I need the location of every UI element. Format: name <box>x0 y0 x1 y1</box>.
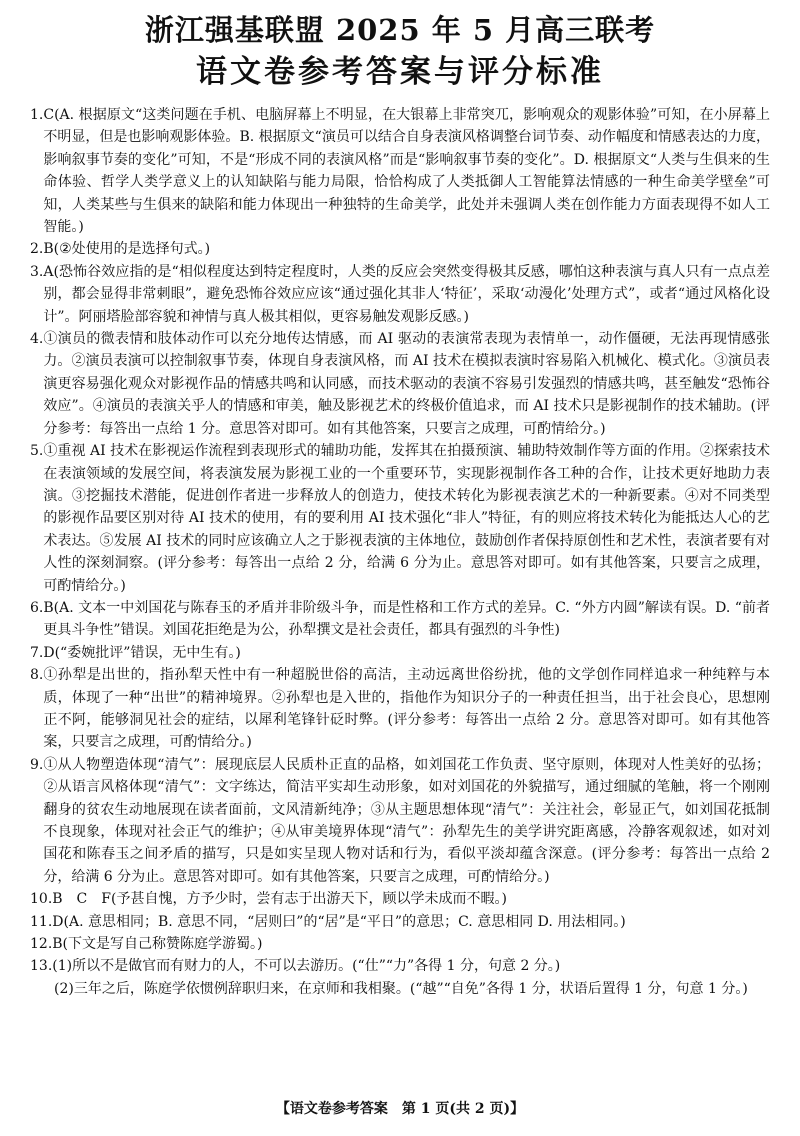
item-text: D(A. 意思相同；B. 意思不同，“居则曰”的“居”是“平日”的意思；C. 意思相同 D. 用法相同。) <box>52 913 626 930</box>
answer-item-9 <box>30 754 770 888</box>
item-text: B(②处使用的是选择句式。) <box>43 241 211 258</box>
item-text: D(“委婉批评”错误，无中生有。) <box>43 644 241 661</box>
item-number: 12. <box>30 936 53 953</box>
item-number: 5. <box>30 443 44 460</box>
item-number: 13. <box>30 958 53 975</box>
item-text: (1)所以不是做官而有财力的人，不可以去游历。(“仕”“力”各得 1 分，句意 2 分。) <box>52 958 561 975</box>
item-text: B(下文是写自己称赞陈庭学游蜀。) <box>52 936 263 953</box>
answer-item-6 <box>30 597 770 642</box>
answer-item-13 <box>30 955 770 977</box>
item-number: 7. <box>30 644 44 661</box>
item-text: ①演员的微表情和肢体动作可以充分地传达情感，而 AI 驱动的表演常表现为表情单一，动作僵硬，无法再现情感张力。②演员表演可以控制叙事节奏，体现自身表演风格，而 AI 技术在模拟表演时容易陷入机械化、模式化。③演员表演更容易强化观众对影视作品的情感共鸣和认同感，而技术驱动的表演不容易引发强烈的情感共鸣，甚至触发“恐怖谷效应”。④演员的表演关乎人的情感和审美，触及影视艺术的终极价值追求，而 AI 技术只是影视制作的技术辅助。(评分参考：每答出一点给 1 分。意思答对即可。如有其他答案，只要言之成理，可酌情给分。) <box>43 331 770 437</box>
item-text: ①重视 AI 技术在影视运作流程到表现形式的辅助功能，发挥其在拍摄预演、辅助特效制作等方面的作用。②探索技术在表演领域的发展空间，将表演发展为影视工业的一个重要环节，实现影视制作各工种的合作，让技术更好地助力表演。③挖掘技术潜能，促进创作者进一步释放人的创造力，使技术转化为影视表演艺术的一种新要素。④对不同类型的影视作品要区别对待 AI 技术的使用，有的要利用 AI 技术强化“非人”特征，有的则应将技术转化为能抵达人心的艺术表达。⑤发展 AI 技术的同时应该确立人之于影视表演的主体地位，鼓励创作者保持原创性和艺术性，表演者要有对人性的深刻洞察。(评分参考：每答出一点给 2 分，给满 6 分为止。意思答对即可。如有其他答案，只要言之成理，可酌情给分。) <box>43 443 770 594</box>
item-number: 3. <box>30 263 44 280</box>
item-number: 9. <box>30 756 44 773</box>
answer-item-13-part-2: (2)三年之后，陈庭学依惯例辞职归来，在京师和我相聚。(“越”“自免”各得 1 分，状语后置得 1 分，句意 1 分。) <box>54 980 748 997</box>
answer-item-1 <box>30 104 770 238</box>
answer-list <box>30 104 770 1000</box>
item-number: 2. <box>30 241 44 258</box>
item-text: A(恐怖谷效应指的是“相似程度达到特定程度时，人类的反应会突然变得极其反感，哪怕这种表演与真人只有一点点差别，都会显得非常刺眼”，避免恐怖谷效应应该“通过强化其非人‘特征’，采取‘动漫化’处理方式”，或者“通过风格化设计”。阿丽塔脸部容貌和神情与真人极其相似，更容易触发观影反感。) <box>43 263 770 325</box>
item-text: B(A. 文本一中刘国花与陈春玉的矛盾并非阶级斗争，而是性格和工作方式的差异。C. “外方内圆”解读有误。D. “前者更具斗争性”错误。刘国花拒绝是为公，孙犁撰文是社会责任，都具有强烈的斗争性) <box>43 599 770 639</box>
answer-item-2 <box>30 238 770 260</box>
answer-item-5 <box>30 440 770 597</box>
answer-item-11 <box>30 911 770 933</box>
exam-title: 浙江强基联盟 2025 年 5 月高三联考 <box>144 13 656 47</box>
page-footer: 【语文卷参考答案 第 1 页(共 2 页)】 <box>275 1101 525 1117</box>
item-number: 8. <box>30 667 44 684</box>
item-number: 4. <box>30 331 44 348</box>
item-text: C(A. 根据原文“这类问题在手机、电脑屏幕上不明显，在大银幕上非常突兀，影响观众的观影体验”可知，在小屏幕上不明显，但是也影响观影体验。B. 根据原文“演员可以结合自身表演风格调整台词节奏、动作幅度和情感表达的力度，影响叙事节奏的变化”可知，不是“形成不同的表演风格”而是“影响叙事节奏的变化”。D. 根据原文“人类与生俱来的生命体验、哲学人类学意义上的认知缺陷与能力局限，恰恰构成了人类抵御人工智能算法情感的一种生命美学壁垒”可知，人类某些与生俱来的缺陷和能力体现出一种独特的生命美学，此处并未强调人类在创作能力方面表现得不如人工智能。) <box>43 107 770 236</box>
document-title: 语文卷参考答案与评分标准 <box>196 54 604 90</box>
item-number: 6. <box>30 599 44 616</box>
item-text: B C F(予甚自愧，方予少时，尝有志于出游天下，顾以学未成而不暇。) <box>52 891 507 908</box>
answer-item-10 <box>30 888 770 910</box>
item-number: 10. <box>30 891 53 908</box>
answer-item-12 <box>30 933 770 955</box>
item-number: 1. <box>30 107 44 123</box>
answer-item-4 <box>30 328 770 440</box>
answer-item-7 <box>30 642 770 664</box>
answer-item-8 <box>30 664 770 754</box>
item-text: ①从人物塑造体现“清气”：展现底层人民质朴正直的品格，如刘国花工作负责、坚守原则，体现对人性美好的弘扬；②从语言风格体现“清气”：文字练达，简洁平实却生动形象，如对刘国花的外貌描写，通过细腻的笔触，将一个刚刚翻身的贫农生动地展现在读者面前，文风清新纯净；③从主题思想体现“清气”：关注社会，彰显正气，如刘国花抵制不良现象，体现对社会正气的维护；④从审美境界体现“清气”：孙犁先生的美学讲究距离感，冷静客观叙述，如对刘国花和陈春玉之间矛盾的描写，只是如实呈现人物对话和行为，看似平淡却蕴含深意。(评分参考：每答出一点给 2 分，给满 6 分为止。意思答对即可。如有其他答案，只要言之成理，可酌情给分。) <box>43 756 770 885</box>
item-number: 11. <box>30 913 53 930</box>
answer-item-3 <box>30 261 770 328</box>
item-text: ①孙犁是出世的，指孙犁天性中有一种超脱世俗的高洁，主动远离世俗纷扰，他的文学创作同样追求一种纯粹与本质，体现了一种“出世”的精神境界。②孙犁也是入世的，指他作为知识分子的一种责任担当，出于社会良心，思想刚正不阿，能够洞见社会的症结，以犀利笔锋针砭时弊。(评分参考：每答出一点给 2 分。意思答对即可。如有其他答案，只要言之成理，可酌情给分。) <box>43 667 770 751</box>
